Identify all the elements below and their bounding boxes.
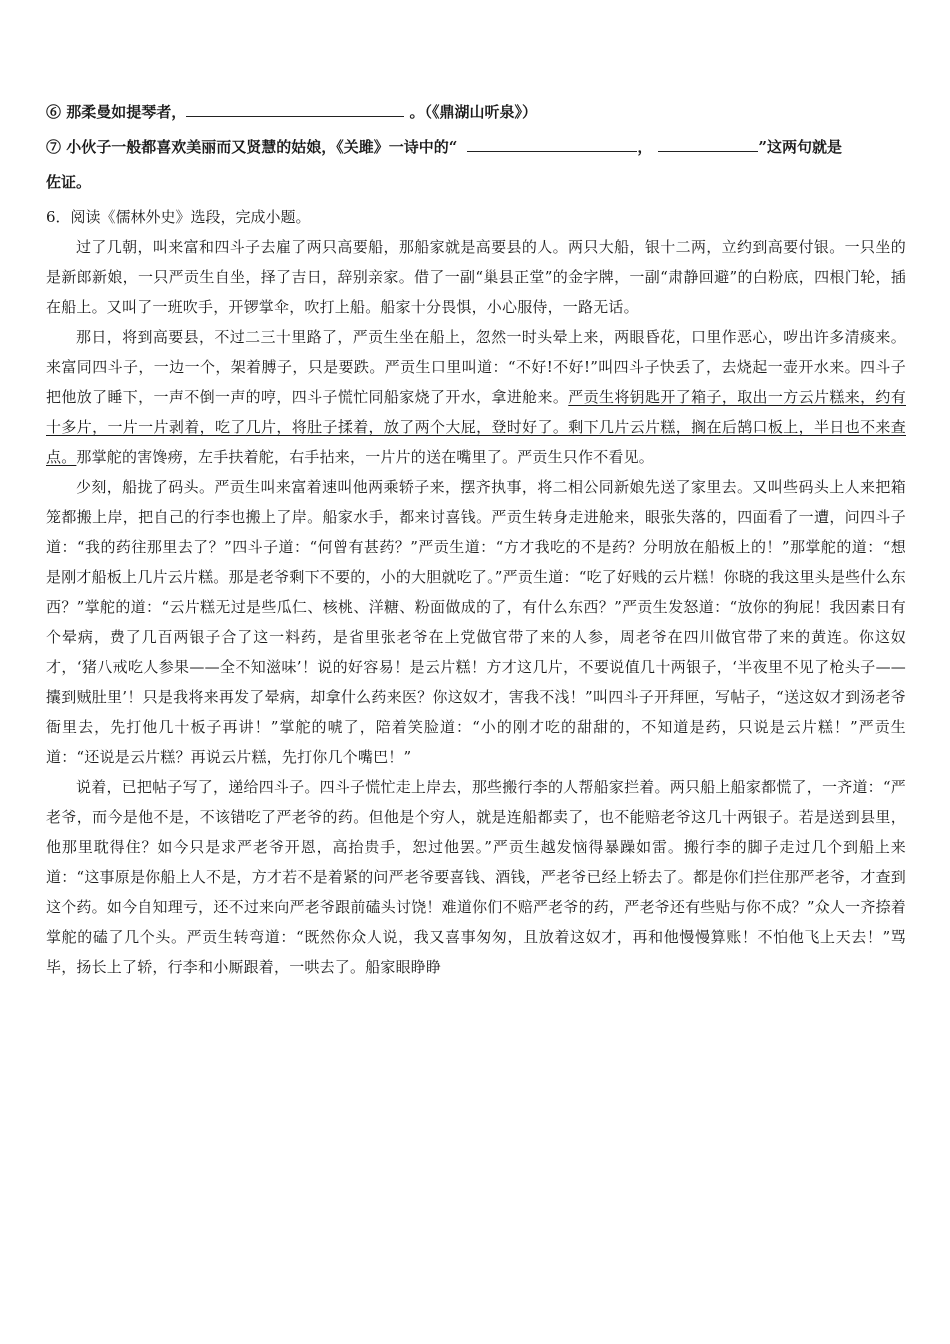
passage-paragraph-1: 过了几朝，叫来富和四斗子去雇了两只高要船，那船家就是高要县的人。两只大船，银十二两，立约到高要付银。一只坐的是新郎新娘，一只严贡生自坐，择了吉日，辞别亲家。借了一副“巢县正堂”的金字牌，一副“肃静回避”的白粉底，四根门轮，插在船上。又叫了一班吹手，开锣掌伞，吹打上船。船家十分畏惧，小心服侍，一路无话。 (46, 238, 906, 316)
passage-text: 那掌舵的害馋痨，左手扶着舵，右手拈来，一片片的送在嘴里了。严贡生只作不看见。 (76, 448, 655, 466)
answer-blank[interactable] (467, 137, 637, 152)
passage-paragraph-3: 少刻，船拢了码头。严贡生叫来富着速叫他两乘轿子来，摆齐执事，将二相公同新娘先送了家里去。又叫些码头上人来把箱笼都搬上岸，把自己的行李也搬上了岸。船家水手，都来讨喜钱。严贡生转身走进舱来，眼张失落的，四面看了一遭，问四斗子道：“我的药往那里去了？”四斗子道：“何曾有甚药？”严贡生道：“方才我吃的不是药？分明放在船板上的！”那掌舵的道：“想是刚才船板上几片云片糕。那是老爷剩下不要的，小的大胆就吃了。”严贡生道：“吃了好贱的云片糕！你晓的我这里头是些什么东西？”掌舵的道：“云片糕无过是些瓜仁、核桃、洋糖、粉面做成的了，有什么东西？”严贡生发怒道：“放你的狗屁！我因素日有个晕病，费了几百两银子合了这一料药，是省里张老爷在上党做官带了来的人参，周老爷在四川做官带了来的黄连。你这奴才，‘猪八戒吃人参果——全不知滋味’！说的好容易！是云片糕！方才这几片，不要说值几十两银子，‘半夜里不见了枪头子——攮到贼肚里’！只是我将来再发了晕病，却拿什么药来医？你这奴才，害我不浅！”叫四斗子开拜匣，写帖子，“送这奴才到汤老爷衙里去，先打他几十板子再讲！”掌舵的唬了，陪着笑脸道：“小的刚才吃的甜甜的，不知道是药，只说是云片糕！”严贡生道：“还说是云片糕？再说云片糕，先打你几个嘴巴！” (46, 478, 906, 766)
question-7-comma: ， (637, 138, 653, 156)
answer-blank[interactable] (658, 137, 758, 152)
question-7-prefix: ⑦ 小伙子一般都喜欢美丽而又贤慧的姑娘，《关雎》一诗中的“ (46, 138, 458, 156)
question-7-line2: 佐证。 (46, 173, 92, 191)
question-6-line (46, 102, 537, 122)
section-title: 6．阅读《儒林外史》选段，完成小题。 (46, 208, 311, 226)
passage-paragraph-4: 说着，已把帖子写了，递给四斗子。四斗子慌忙走上岸去，那些搬行李的人帮船家拦着。两只船上船家都慌了，一齐道：“严老爷，而今是他不是，不该错吃了严老爷的药。但他是个穷人，就是连船都卖了，也不能赔老爷这几十两银子。若是送到县里，他那里耽得住？如今只是求严老爷开恩，高抬贵手，恕过他罢。”严贡生越发恼得暴躁如雷。搬行李的脚子走过几个到船上来道：“这事原是你船上人不是，方才若不是着紧的问严老爷要喜钱、酒钱，严老爷已经上轿去了。都是你们拦住那严老爷，才查到这个药。如今自知理亏，还不过来向严老爷跟前磕头讨饶！难道你们不赔严老爷的药，严老爷还有些贴与你不成？”众人一齐捺着掌舵的磕了几个头。严贡生转弯道：“既然你众人说，我又喜事匆匆，且放着这奴才，再和他慢慢算账！不怕他飞上天去！”骂毕，扬长上了轿，行李和小厮跟着，一哄去了。船家眼睁睁 (46, 778, 906, 976)
answer-blank[interactable] (186, 102, 404, 117)
question-7-suffix: ”这两句就是 (758, 138, 843, 156)
question-6-suffix: 。（《鼎湖山听泉》） (409, 103, 537, 121)
underlined-passage: 严贡生将钥匙开了箱子，取出一方云片糕来，约有十多片，一片一片剥着，吃了几片，将肚子揉着，放了两个大屁，登时好了。剩下几片云片糕，搁在后鹄口板上，半日也不来查点。 (46, 388, 906, 466)
question-7-line (46, 137, 842, 157)
question-6-prefix: ⑥ 那柔曼如提琴者， (46, 103, 187, 121)
passage (46, 232, 906, 982)
passage-text: 那日，将到高要县，不过二三十里路了，严贡生坐在船上，忽然一时头晕上来，两眼昏花，口里作恶心，哕出许多清痰来。来富同四斗子，一边一个，架着膊子，只是要跌。严贡生口里叫道：“不好!不好!”叫四斗子快丢了，去烧起一壶开水来。四斗子把他放了睡下，一声不倒一声的哼，四斗子慌忙同船家烧了开水，拿进舱来。 (46, 328, 906, 406)
passage-paragraph-2 (46, 322, 906, 472)
